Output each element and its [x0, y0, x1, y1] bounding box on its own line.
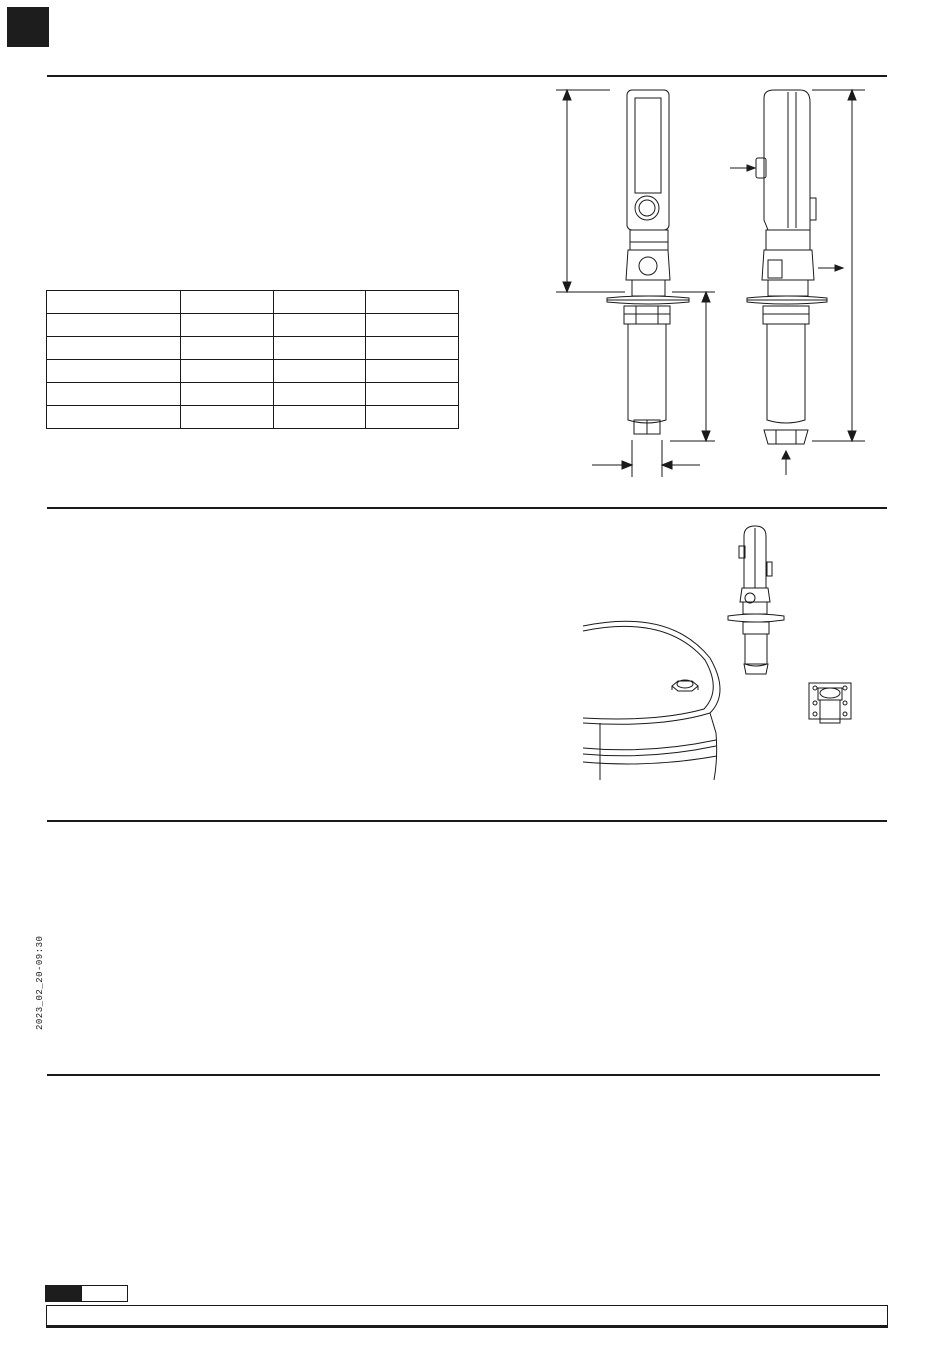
- pump-dimension-drawing: [550, 80, 880, 480]
- specification-table: [46, 290, 459, 429]
- footer-bar: [46, 1305, 888, 1328]
- section-divider-2: [47, 507, 887, 509]
- page-number-box: [81, 1285, 128, 1302]
- table-row: [47, 406, 459, 429]
- pump-front-view: [607, 90, 689, 434]
- table-row: [47, 291, 459, 314]
- table-row: [47, 383, 459, 406]
- drum-illustration: [583, 621, 720, 780]
- table-row: [47, 360, 459, 383]
- section-divider-3: [47, 820, 887, 822]
- pump-side-view: [747, 90, 827, 444]
- table-row: [47, 314, 459, 337]
- table-row: [47, 337, 459, 360]
- section-divider-4: [47, 1074, 880, 1076]
- drum-installation-drawing: [580, 518, 870, 783]
- revision-date-stamp: 2023_02_20-09:30: [35, 935, 45, 1030]
- section-tab-marker: [7, 7, 49, 47]
- pump-illustration: [728, 526, 784, 674]
- wall-bracket-illustration: [809, 683, 851, 723]
- page-number-tab: [45, 1285, 81, 1302]
- section-divider-1: [47, 75, 887, 77]
